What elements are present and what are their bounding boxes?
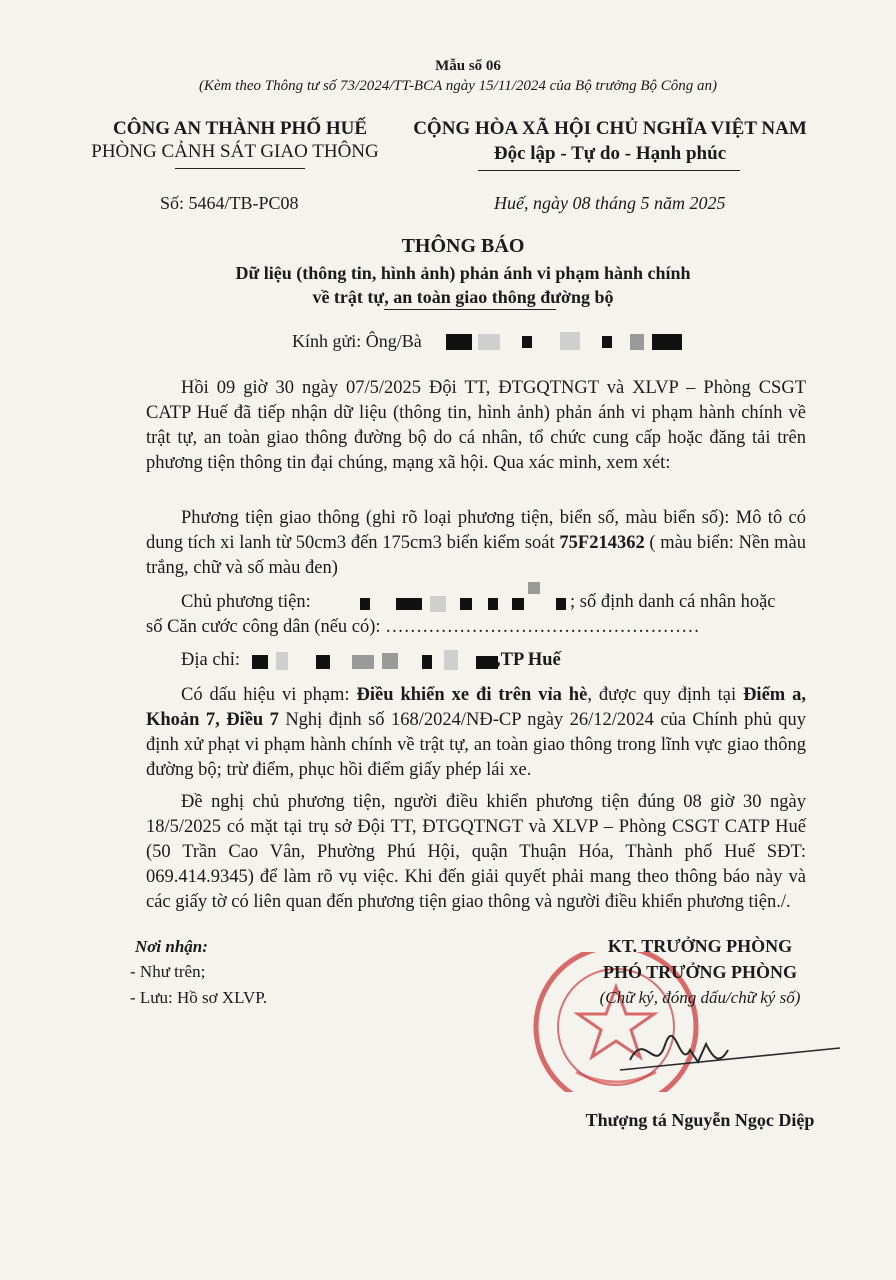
republic-name: CỘNG HÒA XÃ HỘI CHỦ NGHĨA VIỆT NAM xyxy=(413,118,807,139)
redaction-block xyxy=(476,656,498,669)
redaction-block xyxy=(512,598,524,610)
redaction-block xyxy=(276,652,288,670)
attached-note: (Kèm theo Thông tư số 73/2024/TT-BCA ngày 15/11/2024 của Bộ trưởng Bộ Công an) xyxy=(198,78,718,94)
redaction-block xyxy=(560,332,580,350)
redaction-block xyxy=(602,336,612,348)
document-subtitle-2: về trật tự, an toàn giao thông đường bộ xyxy=(312,287,614,307)
redaction-block xyxy=(430,596,446,612)
form-number: Mẫu số 06 xyxy=(435,58,501,74)
violation-article: Điểm a, Khoản 7, Điều 7 xyxy=(146,685,807,730)
violation-ref-intro: , được quy định tại xyxy=(587,685,744,705)
handwritten-signature-icon xyxy=(610,1020,850,1080)
license-plate: 75F214362 xyxy=(559,533,645,553)
owner-id-label: ; số định danh cá nhân hoặc xyxy=(570,592,776,612)
redaction-block xyxy=(352,655,374,669)
subtitle-underline xyxy=(384,309,556,310)
paragraph-request: Đề nghị chủ phương tiện, người điều khiển phương tiện đúng 08 giờ 30 ngày 18/5/2025 có mặt tại trụ sở Đội TT, ĐTGQTNGT và XLVP – Phòng CSGT CATP Huế (50 Trần Cao Vân, Phường Phú Hội, quận Thuận Hóa, Thành phố Huế SĐT: 069.414.9345) để làm rõ vụ việc. Khi đến giải quyết phải mang theo thông báo này và các giấy tờ có liên quan đến phương tiện giao thông và người điều khiển phương tiện./. xyxy=(146,792,806,912)
redaction-block xyxy=(382,653,398,669)
redaction-block xyxy=(488,598,498,610)
document-date: Huế, ngày 08 tháng 5 năm 2025 xyxy=(494,193,726,213)
address-label: Địa chỉ: xyxy=(181,650,241,670)
redaction-block xyxy=(422,655,432,669)
redaction-block xyxy=(252,655,268,669)
redaction-block xyxy=(446,334,472,350)
redaction-block xyxy=(396,598,422,610)
receiver-item: - Như trên; xyxy=(130,962,206,981)
redaction-block xyxy=(478,334,500,350)
signer-name: Thượng tá Nguyễn Ngọc Diệp xyxy=(585,1110,815,1130)
paragraph-receipt: Hồi 09 giờ 30 ngày 07/5/2025 Đội TT, ĐTGQTNGT và XLVP – Phòng CSGT CATP Huế đã tiếp nhận dữ liệu (thông tin, hình ảnh) phản ánh vi phạm hành chính về trật tự, an toàn giao thông đường bộ do cá nhân, tổ chức cung cấp hoặc đăng tải trên phương tiện thông tin đại chúng, mạng xã hội. Qua xác minh, xem xét: xyxy=(146,378,806,473)
signature-title-1: KT. TRƯỞNG PHÒNG xyxy=(607,936,793,956)
violation-decree: Nghị định số 168/2024/NĐ-CP ngày 26/12/2024 của Chính phủ quy định xử phạt vi phạm hành chính về trật tự, an toàn giao thông trong lĩnh vực giao thông đường bộ; trừ điểm, phục hồi điểm giấy phép lái xe. xyxy=(146,710,807,780)
motto-underline xyxy=(478,170,740,171)
violation-intro: Có dấu hiệu vi phạm: xyxy=(181,685,357,705)
receiver-item: - Lưu: Hồ sơ XLVP. xyxy=(130,988,268,1007)
address-city: ,TP Huế xyxy=(496,650,561,670)
redaction-block xyxy=(460,598,472,610)
redaction-block xyxy=(522,336,532,348)
plate-color: ( màu biển: Nền màu trắng, chữ và số màu đen) xyxy=(146,533,806,578)
org-name-line2: PHÒNG CẢNH SÁT GIAO THÔNG xyxy=(91,141,379,162)
owner-label: Chủ phương tiện: xyxy=(181,592,311,612)
motto: Độc lập - Tự do - Hạnh phúc xyxy=(493,143,727,164)
paragraph-vehicle xyxy=(146,506,806,581)
redaction-block xyxy=(528,582,540,594)
signature-note: (Chữ ký, đóng dấu/chữ ký số) xyxy=(599,988,801,1007)
violation-act: Điều khiển xe đi trên vỉa hè xyxy=(356,685,588,705)
redaction-block xyxy=(630,334,644,350)
paragraph-violation xyxy=(146,683,806,783)
recipient-label: Kính gửi: Ông/Bà xyxy=(292,331,422,351)
org-underline xyxy=(175,168,305,169)
receivers-label: Nơi nhận: xyxy=(135,937,208,956)
redaction-block xyxy=(556,598,566,610)
redaction-block xyxy=(652,334,682,350)
document-number: Số: 5464/TB-PC08 xyxy=(160,193,299,213)
document-title: THÔNG BÁO xyxy=(401,235,525,257)
org-name-line1: CÔNG AN THÀNH PHỐ HUẾ xyxy=(112,118,368,139)
signature-title-2: PHÓ TRƯỞNG PHÒNG xyxy=(602,962,797,982)
vehicle-description: Phương tiện giao thông (ghi rõ loại phương tiện, biển số, màu biển số): Mô tô có dung tích xi lanh từ 50cm3 đến 175cm3 biển kiểm soát xyxy=(146,508,806,553)
redaction-block xyxy=(444,650,458,670)
document-subtitle-1: Dữ liệu (thông tin, hình ảnh) phản ánh vi phạm hành chính xyxy=(235,263,691,283)
redaction-block xyxy=(360,598,370,610)
citizen-id-line: số Căn cước công dân (nếu có): …………………………………………… xyxy=(146,617,700,637)
redaction-block xyxy=(316,655,330,669)
